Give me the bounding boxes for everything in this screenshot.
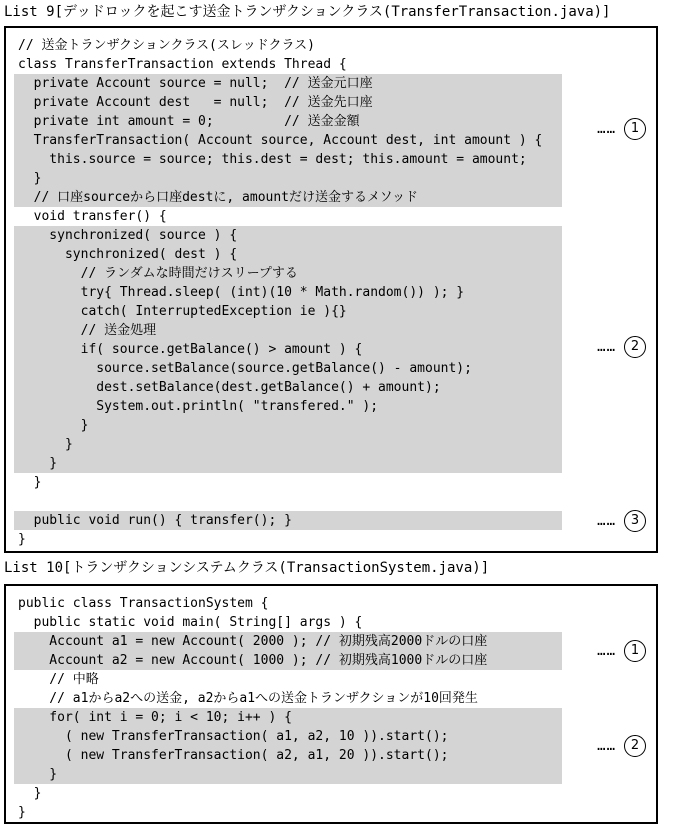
callout-marker-2 (597, 734, 646, 758)
code-line: Account a1 = new Account( 2000 ); // 初期残高2000ドルの口座 (18, 634, 488, 649)
code-line: // 中略 (18, 672, 99, 687)
code-line: for( int i = 0; i < 10; i++ ) { (18, 710, 292, 725)
callout-dots: …… (597, 121, 616, 137)
code-line: } (18, 418, 89, 433)
callout-marker-3 (597, 509, 646, 533)
callout-number: 1 (624, 118, 646, 140)
callout-marker-1 (597, 639, 646, 663)
code-line: try{ Thread.sleep( (int)(10 * Math.random()) ); } (18, 285, 465, 300)
list10-code-box (4, 584, 658, 824)
callout-number: 2 (624, 336, 646, 358)
code-line: public static void main( String[] args ) { (18, 615, 363, 630)
code-line: private Account dest = null; // 送金先口座 (18, 95, 373, 110)
callout-number: 3 (624, 510, 646, 532)
code-line: source.setBalance(source.getBalance() - amount); (18, 361, 472, 376)
code-line: private int amount = 0; // 送金金額 (18, 114, 360, 129)
code-line: dest.setBalance(dest.getBalance() + amount); (18, 380, 441, 395)
code-line: } (18, 437, 73, 452)
code-line: } (18, 767, 58, 782)
code-line: this.source = source; this.dest = dest; this.amount = amount; (18, 152, 527, 167)
callout-dots: …… (597, 738, 616, 754)
callout-number: 1 (624, 640, 646, 662)
code-line: } (18, 475, 42, 490)
callout-dots: …… (597, 339, 616, 355)
callout-dots: …… (597, 643, 616, 659)
code-line: catch( InterruptedException ie ){} (18, 304, 347, 319)
code-line: TransferTransaction( Account source, Account dest, int amount ) { (18, 133, 543, 148)
callout-marker-2 (597, 335, 646, 359)
code-line: synchronized( source ) { (18, 228, 238, 243)
code-line: Account a2 = new Account( 1000 ); // 初期残高1000ドルの口座 (18, 653, 488, 668)
list9-code-box (4, 26, 658, 553)
code-line: if( source.getBalance() > amount ) { (18, 342, 363, 357)
code-line: // 送金処理 (18, 323, 157, 338)
code-line: ( new TransferTransaction( a2, a1, 20 )).start(); (18, 748, 449, 763)
code-line: // ランダムな時間だけスリープする (18, 266, 298, 281)
callout-marker-1 (597, 117, 646, 141)
code-line: System.out.println( "transfered." ); (18, 399, 379, 414)
code-line: // 口座sourceから口座destに, amountだけ送金するメソッド (18, 190, 418, 205)
code-line: } (18, 456, 58, 471)
code-line: } (18, 805, 26, 820)
code-line: class TransferTransaction extends Thread { (18, 57, 347, 72)
code-line: } (18, 532, 26, 547)
code-line: void transfer() { (18, 209, 167, 224)
callout-dots: …… (597, 513, 616, 529)
code-line: // a1からa2への送金, a2からa1への送金トランザクションが10回発生 (18, 691, 478, 706)
code-line: public void run() { transfer(); } (18, 513, 292, 528)
code-line: } (18, 171, 42, 186)
code-line: } (18, 786, 42, 801)
code-line: private Account source = null; // 送金元口座 (18, 76, 373, 91)
code-line: synchronized( dest ) { (18, 247, 238, 262)
code-line: public class TransactionSystem { (18, 596, 269, 611)
code-line: ( new TransferTransaction( a1, a2, 10 )).start(); (18, 729, 449, 744)
code-line: // 送金トランザクションクラス(スレッドクラス) (18, 38, 315, 53)
list10-title: List 10[トランザクションシステムクラス(TransactionSystem.java)] (4, 560, 490, 576)
list9-title: List 9[デッドロックを起こす送金トランザクションクラス(TransferTransaction.java)] (4, 4, 611, 20)
callout-number: 2 (624, 735, 646, 757)
